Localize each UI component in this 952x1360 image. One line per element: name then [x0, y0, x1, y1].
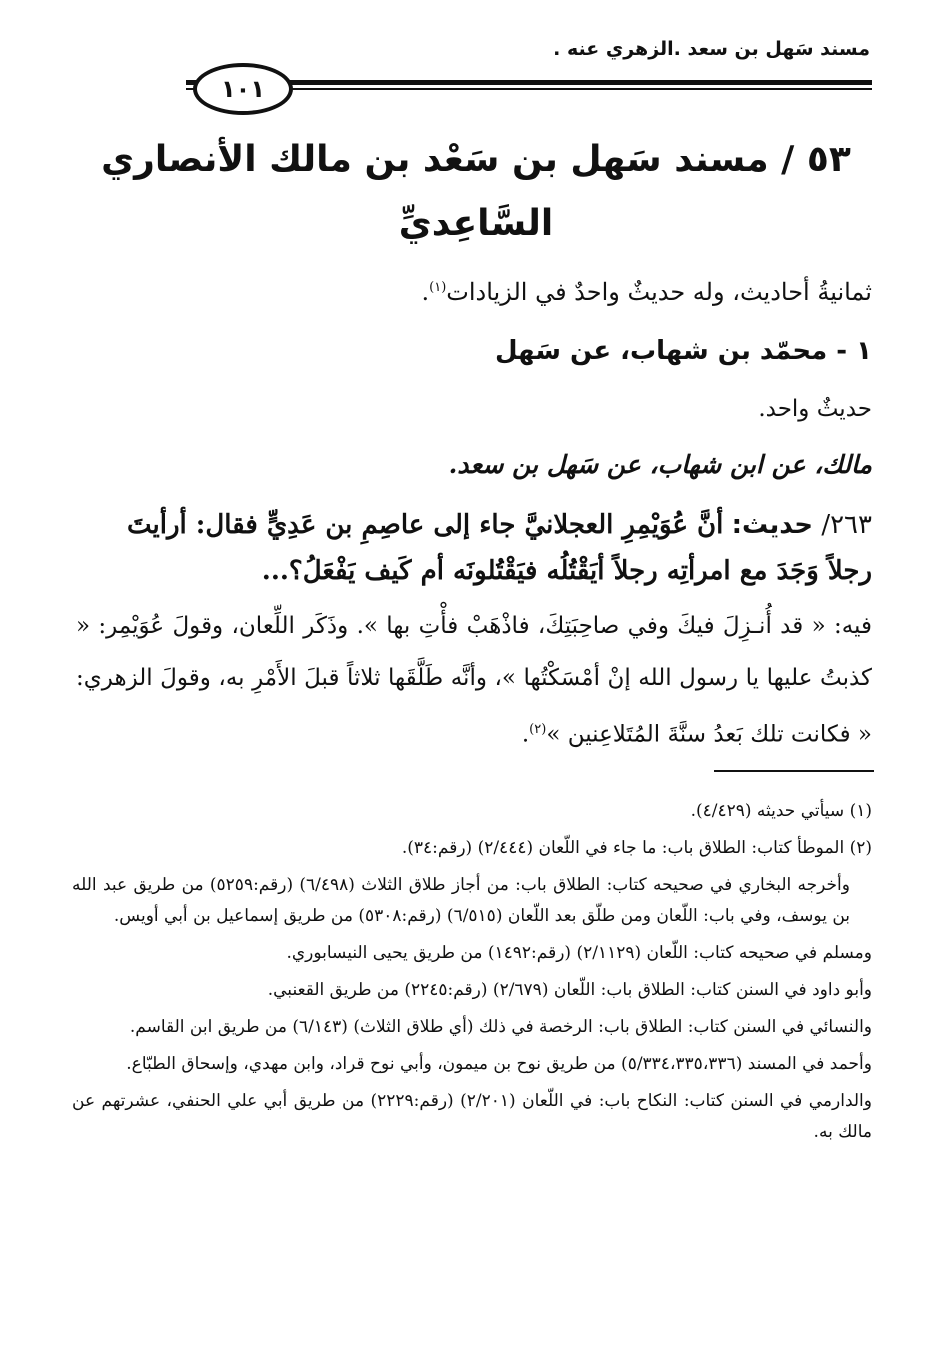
footnote-separator — [714, 770, 874, 772]
hadith-entry — [76, 502, 872, 594]
footnote-2-ahmad: وأحمد في المسند (٥/٣٣٤،٣٣٥،٣٣٦) من طريق نوح بن ميمون، وأبي نوح قراد، وابن مهدي، وإسحاق الطبّاع. — [126, 1054, 872, 1074]
chapter-title-line-1: ٥٣ / مسند سَهل بن سَعْد بن مالك الأنصاري — [101, 139, 851, 180]
footnote-2-abu-dawud: وأبو داود في السنن كتاب: الطلاق باب: اللّعان (٢/٦٧٩) (رقم:٢٢٤٥) من طريق القعنبي. — [267, 980, 872, 1000]
hadith-number: ٢٦٣/ — [821, 510, 872, 540]
footnote-2-darimi: والدارمي في السنن كتاب: النكاح باب: في اللّعان (٢/٢٠١) (رقم:٢٢٢٩) من طريق أبي علي الحنفي، عشرتهم عن مالك به. — [72, 1091, 872, 1142]
running-header: مسند سَهل بن سعد .الزهري عنه . — [553, 38, 870, 60]
commentary-text: فيه: « قد أُنـزِلَ فيكَ وفي صاحِبَتِكَ، فاذْهَبْ فأْتِ بها ». وذَكَر اللِّعان، وقولَ عُوَيْمِر: « كذبتُ عليها يا رسول الله إنْ أمْسَكْتُها »، وأنَّه طَلَّقَها ثلاثاً قبلَ الأَمْرِ به، وقولَ الزهري: « فكانت تلك بَعدُ سنَّةَ المُتَلاعِنين » — [76, 613, 872, 748]
isnad-chain: مالك، عن ابن شهاب، عن سَهل بن سعد. — [448, 450, 872, 479]
page-number: ١٠١ — [193, 63, 293, 115]
footnote-2-muslim: ومسلم في صحيحه كتاب: اللّعان (٢/١١٢٩) (رقم:١٤٩٢) من طريق يحيى النيسابوري. — [286, 943, 872, 963]
footnote-2: (٢) الموطأ كتاب: الطلاق باب: ما جاء في اللّعان (٢/٤٤٤) (رقم:٣٤). — [401, 838, 872, 858]
footnote-1: (١) سيأتي حديثه (٤/٤٢٩). — [690, 801, 872, 821]
commentary-end: . — [521, 721, 530, 748]
chapter-title — [90, 128, 862, 256]
footnote-ref-1: (١) — [429, 280, 447, 295]
intro-paragraph — [82, 278, 872, 306]
footnote-2-bukhari: وأخرجه البخاري في صحيحه كتاب: الطلاق باب: من أجاز طلاق الثلاث (٦/٤٩٨) (رقم:٥٢٥٩) من طريق عبد الله بن يوسف، وفي باب: اللّعان ومن طلّق بعد اللّعان (٦/٥١٥) (رقم:٥٣٠٨) من طريق إسماعيل بن أبي أويس. — [72, 875, 850, 926]
commentary-paragraph — [76, 600, 872, 761]
hadith-count: حديثٌ واحد. — [758, 396, 872, 422]
intro-text: ثمانيةُ أحاديث، وله حديثٌ واحدٌ في الزيادات — [446, 278, 872, 306]
footnote-2-nasai: والنسائي في السنن كتاب: الطلاق باب: الرخصة في ذلك (أي طلاق الثلاث) (٦/١٤٣) من طريق ابن القاسم. — [129, 1017, 872, 1037]
hadith-label: حديث: — [731, 510, 814, 540]
section-heading: ١ - محمّد بن شهاب، عن سَهل — [494, 336, 872, 366]
hadith-text: أنَّ عُوَيْمِرِ العجلانيَّ جاء إلى عاصِمِ بن عَدِيٍّ فقال: أرأيتَ رجلاً وَجَدَ مع امرأتِه رجلاً أيَقْتُلُه فيَقْتُلونَه أم كَيف يَفْعَلُ؟... — [126, 510, 872, 586]
intro-end: . — [421, 278, 430, 306]
footnotes — [72, 796, 872, 1154]
footnote-ref-2: (٢) — [529, 722, 547, 737]
chapter-title-line-2: السَّاعِديِّ — [398, 203, 554, 244]
